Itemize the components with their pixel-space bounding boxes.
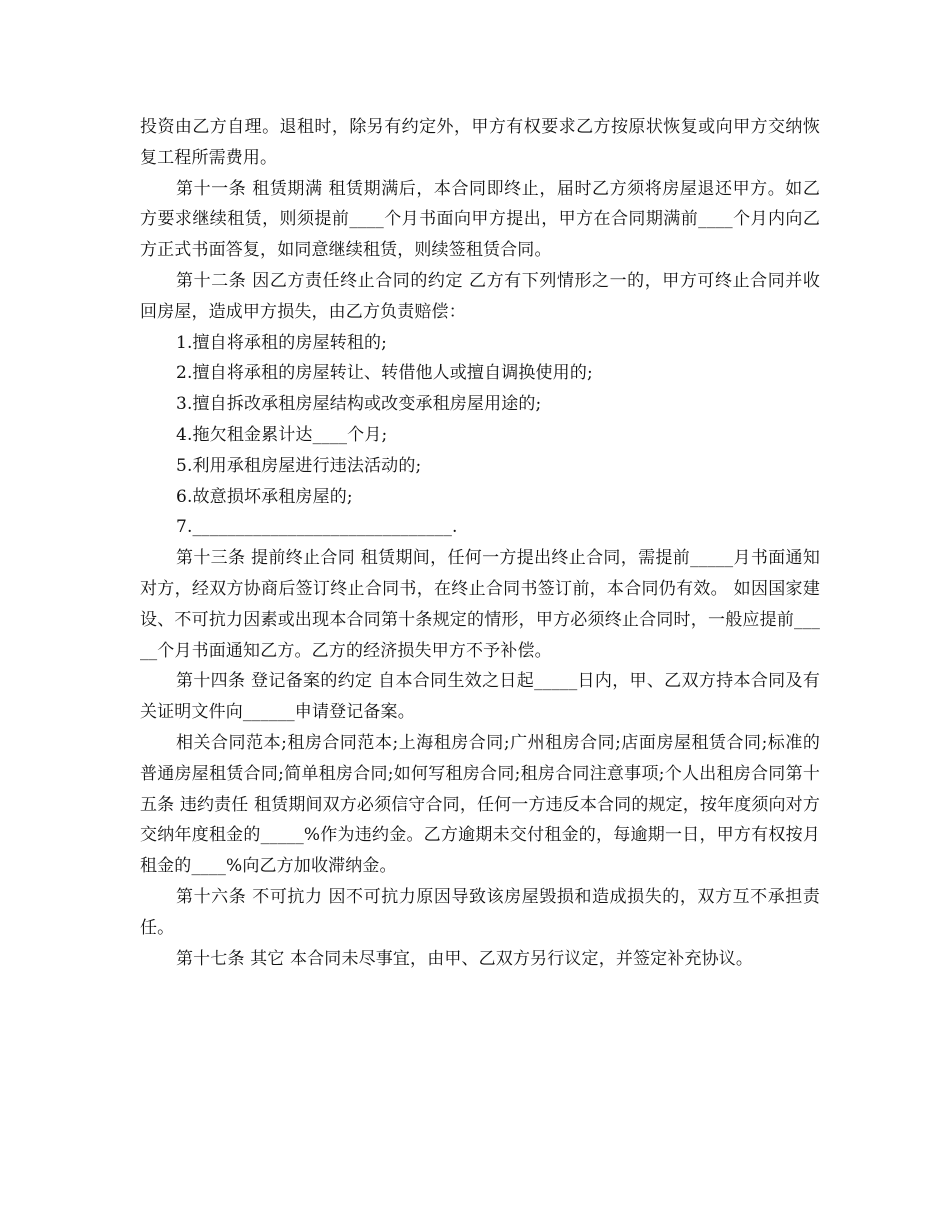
paragraph-article-11: 第十一条 租赁期满 租赁期满后，本合同即终止，届时乙方须将房屋退还甲方。如乙方要求继续租赁，则须提前____个月书面向甲方提出，甲方在合同期满前____个月内向乙方正式书面答复，如同意继续租赁，则续签租赁合同。 (140, 178, 820, 261)
paragraph-article-12: 第十二条 因乙方责任终止合同的约定 乙方有下列情形之一的，甲方可终止合同并收回房屋，造成甲方损失，由乙方负责赔偿： (140, 270, 820, 322)
paragraph-article-16: 第十六条 不可抗力 因不可抗力原因导致该房屋毁损和造成损失的，双方互不承担责任。 (140, 886, 820, 938)
paragraph-article-17: 第十七条 其它 本合同未尽事宜，由甲、乙双方另行议定，并签定补充协议。 (176, 948, 754, 969)
paragraph-article-14: 第十四条 登记备案的约定 自本合同生效之日起_____日内，甲、乙双方持本合同及有关证明文件向______申请登记备案。 (140, 671, 820, 723)
list-item: 1.擅自将承租的房屋转租的; (176, 332, 388, 353)
termination-conditions-list (140, 328, 820, 544)
document-page (140, 112, 820, 974)
paragraph-continuation: 投资由乙方自理。退租时，除另有约定外，甲方有权要求乙方按原状恢复或向甲方交纳恢复工程所需费用。 (140, 117, 820, 168)
list-item: 7.______________________________. (176, 517, 458, 538)
list-item: 6.故意损坏承租房屋的; (176, 486, 353, 507)
list-item: 3.擅自拆改承租房屋结构或改变承租房屋用途的; (176, 394, 542, 415)
list-item: 5.利用承租房屋进行违法活动的; (176, 455, 422, 476)
paragraph-article-15: 相关合同范本;租房合同范本;上海租房合同;广州租房合同;店面房屋租赁合同;标准的普通房屋租赁合同;简单租房合同;如何写租房合同;租房合同注意事项;个人出租房合同第十五条 违约责任 租赁期间双方必须信守合同，任何一方违反本合同的规定，按年度须向对方交纳年度租金的_____%作为违约金。乙方逾期未交付租金的，每逾期一日，甲方有权按月租金的____%向乙方加收滞纳金。 (140, 732, 820, 877)
list-item: 2.擅自将承租的房屋转让、转借他人或擅自调换使用的; (176, 363, 593, 384)
paragraph-article-13: 第十三条 提前终止合同 租赁期间，任何一方提出终止合同，需提前_____月书面通知对方，经双方协商后签订终止合同书，在终止合同书签订前，本合同仍有效。 如因国家建设、不可抗力因素或出现本合同第十条规定的情形，甲方必须终止合同时，一般应提前_____个月书面通知乙方。乙方的经济损失甲方不予补偿。 (140, 548, 820, 661)
list-item: 4.拖欠租金累计达____个月; (176, 424, 388, 445)
